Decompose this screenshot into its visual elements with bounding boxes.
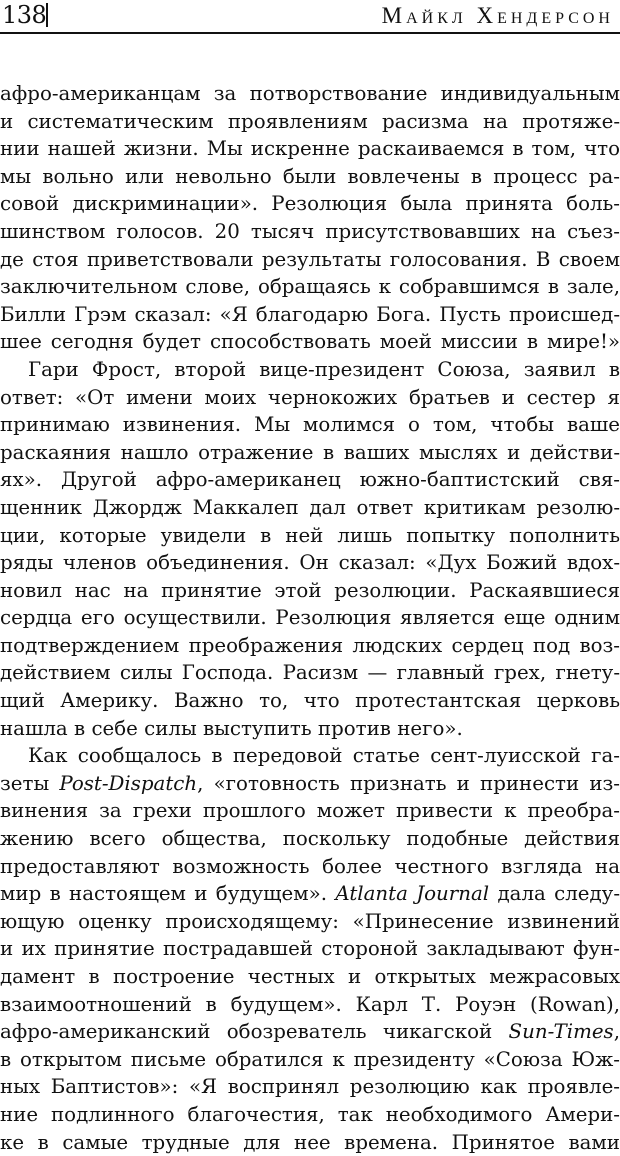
text-line — [0, 1073, 620, 1101]
text-line — [0, 549, 620, 577]
text-segment: ответ: «От имени моих чернокожих братьев и сестер я — [0, 385, 620, 409]
text-line — [0, 328, 620, 356]
text-segment: взаимоотношений в будущем». Карл Т. Роуэн (Rowan), — [0, 992, 620, 1016]
text-line — [0, 742, 620, 770]
text-segment: совой дискриминации». Резолюция была принята боль- — [0, 192, 620, 216]
text-segment: мы вольно или невольно были вовлечены в процесс ра- — [0, 164, 620, 188]
text-segment: принимаю извинения. Мы молимся о том, чтобы ваше — [0, 413, 620, 437]
text-segment: нашла в себе силы выступить против него». — [0, 716, 463, 740]
text-segment: ке в самые трудные для нее времена. Принятое вами — [0, 1130, 620, 1154]
text-line — [0, 963, 620, 991]
text-line — [0, 991, 620, 1019]
text-line — [0, 273, 620, 301]
text-segment: афро-американский обозреватель чикагской — [0, 1020, 509, 1044]
text-segment: мир в настоящем и будущем». — [0, 882, 336, 906]
text-segment: ряды членов объединения. Он сказал: «Дух Божий вдох- — [0, 551, 620, 575]
text-line — [0, 659, 620, 687]
italic-text-segment: Post-Dispatch — [59, 771, 198, 795]
text-segment: жению всего общества, поскольку подобные действия — [0, 827, 620, 851]
text-segment: шинством голосов. 20 тысяч присутствовавших на съез- — [0, 219, 620, 243]
text-segment: ных Баптистов»: «Я воспринял резолюцию как проявле- — [0, 1075, 620, 1099]
text-line — [0, 715, 620, 743]
text-segment: афро-американцам за потворствование индивидуальным — [0, 82, 620, 105]
text-line — [0, 439, 620, 467]
text-segment: заключительном слове, обращаясь к собравшимся в зале, — [0, 275, 620, 299]
text-segment: ях». Другой афро-американец южно-баптистский свя- — [0, 468, 620, 492]
text-segment: предоставляют возможность более честного взгляда на — [0, 854, 620, 878]
text-line — [0, 880, 620, 908]
italic-text-segment: Sun-Times — [508, 1020, 614, 1044]
text-line — [0, 853, 620, 881]
text-line — [0, 1129, 620, 1156]
text-line — [0, 190, 620, 218]
text-segment: раскаяния нашло отражение в ваших мыслях и действи- — [0, 440, 620, 464]
text-segment: новил нас на принятие этой резолюции. Раскаявшиеся — [0, 578, 620, 602]
text-segment: щий Америку. Важно то, что протестантская церковь — [0, 689, 620, 713]
text-segment: в открытом письме обратился к президенту «Союза Юж- — [0, 1047, 620, 1071]
body-text — [0, 80, 620, 1156]
text-line — [0, 411, 620, 439]
text-segment: , «готовность признать и принести из- — [197, 771, 620, 795]
header-rule — [0, 32, 620, 34]
text-segment: ние подлинного благочестия, так необходимого Амери- — [0, 1102, 620, 1126]
italic-text-segment: Atlanta Journal — [335, 882, 490, 906]
text-line — [0, 577, 620, 605]
page-number: 138 — [2, 1, 47, 29]
text-line — [0, 908, 620, 936]
text-line — [0, 163, 620, 191]
text-line — [0, 80, 620, 108]
text-segment: , — [613, 1020, 620, 1044]
text-line — [0, 604, 620, 632]
text-segment: и их принятие пострадавшей стороной закладывают фун- — [0, 937, 620, 961]
text-line — [0, 301, 620, 329]
text-segment: де стоя приветствовали результаты голосования. В своем — [0, 247, 620, 271]
text-line — [0, 246, 620, 274]
text-segment: шее сегодня будет способствовать моей миссии в мире!» — [0, 330, 620, 354]
text-segment: и систематическим проявлениям расизма на протяже- — [0, 109, 620, 133]
text-segment: зеты — [0, 771, 60, 795]
text-segment: винения за грехи прошлого может привести к преобра- — [0, 799, 620, 823]
text-line — [0, 632, 620, 660]
text-segment: дала следу- — [489, 882, 620, 906]
text-segment: ции, которые увидели в ней лишь попытку пополнить — [0, 523, 620, 547]
header-separator — [46, 3, 48, 27]
running-head — [0, 0, 620, 34]
text-line — [0, 1046, 620, 1074]
text-segment: действием силы Господа. Расизм — главный грех, гнету- — [0, 661, 620, 685]
text-segment: ющую оценку происходящему: «Принесение извинений — [0, 909, 620, 933]
text-line — [0, 797, 620, 825]
text-segment: дамент в построение честных и открытых межрасовых — [0, 965, 620, 988]
text-line — [0, 1101, 620, 1129]
text-line — [0, 466, 620, 494]
running-head-author: Майкл Хендерсон — [381, 3, 614, 28]
text-line — [0, 384, 620, 412]
text-segment: сердца его осуществили. Резолюция является еще одним — [0, 606, 620, 630]
text-segment: Гари Фрост, второй вице-президент Союза, заявил в — [28, 357, 620, 381]
text-line — [0, 218, 620, 246]
text-segment: подтверждением преображения людских сердец под воз- — [0, 633, 620, 657]
text-segment: Как сообщалось в передовой статье сент-луисской га- — [28, 744, 620, 768]
text-line — [0, 770, 620, 798]
text-line — [0, 522, 620, 550]
text-segment: щенник Джордж Маккалеп дал ответ критикам резолю- — [0, 495, 620, 519]
text-line — [0, 687, 620, 715]
text-line — [0, 825, 620, 853]
text-line — [0, 494, 620, 522]
text-segment: Билли Грэм сказал: «Я благодарю Бога. Пусть происшед- — [0, 302, 620, 326]
text-line — [0, 135, 620, 163]
text-segment: нии нашей жизни. Мы искренне раскаиваемся в том, что — [0, 137, 620, 161]
text-line — [0, 356, 620, 384]
text-line — [0, 108, 620, 136]
text-line — [0, 1018, 620, 1046]
text-line — [0, 935, 620, 963]
